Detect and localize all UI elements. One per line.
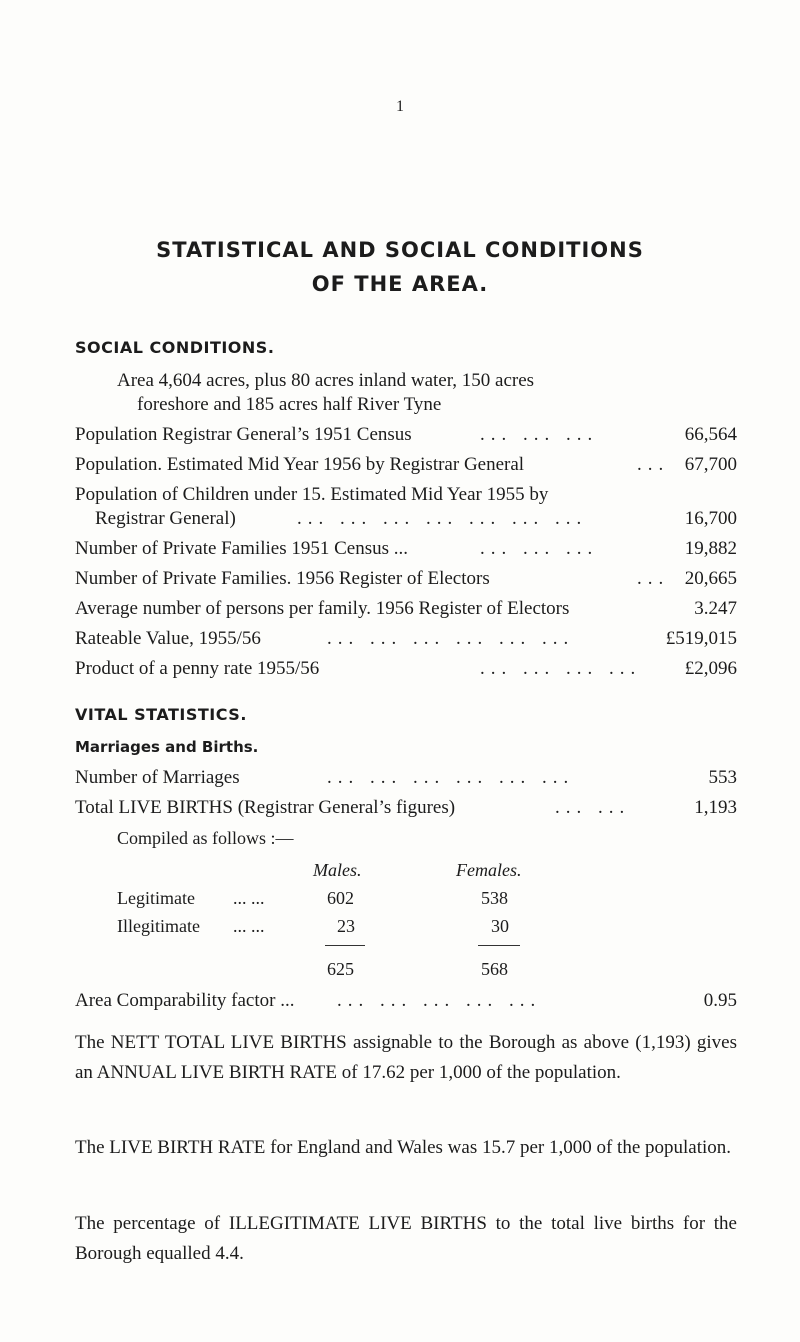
total-rule-males [325, 945, 365, 946]
stat-row [75, 568, 737, 592]
leader-dots: ... ... ... ... ... ... ... [297, 508, 588, 529]
stat-label: Registrar General) [95, 508, 236, 529]
page-number: 1 [396, 98, 404, 115]
stat-row [75, 454, 737, 478]
stat-label: Population of Children under 15. Estimated Mid Year 1955 by [75, 484, 549, 505]
leader-dots: ... [637, 568, 670, 589]
stat-row [75, 797, 737, 821]
stat-value: 67,700 [684, 454, 737, 475]
paragraph-nett-births: The NETT TOTAL LIVE BIRTHS assignable to the Borough as above (1,193) gives an ANNUAL LIVE BIRTH RATE of 17.62 per 1,000 of the population. [75, 1032, 737, 1083]
leader-dots: ... ... ... ... [480, 658, 642, 679]
leader-dots: ... ... ... ... ... ... [327, 628, 575, 649]
stat-row [95, 508, 737, 532]
table-row-label: Legitimate [117, 888, 195, 908]
stat-label: Number of Private Families. 1956 Register of Electors [75, 568, 490, 589]
stat-value: £519,015 [665, 628, 737, 649]
social-conditions-heading: SOCIAL CONDITIONS. [75, 338, 275, 357]
leader-dots: ... ... ... ... ... [337, 990, 542, 1011]
leader-dots: ... ... ... [480, 424, 599, 445]
paragraph-illegitimate: The percentage of ILLEGITIMATE LIVE BIRTHS to the total live births for the Borough equalled 4.4. [75, 1213, 737, 1264]
comparability-row [75, 990, 737, 1014]
stat-row [75, 628, 737, 652]
stat-label: Product of a penny rate 1955/56 [75, 658, 320, 679]
table-cell-females: 30 [491, 916, 509, 936]
col-header-males: Males. [313, 860, 362, 880]
stat-row [75, 658, 737, 682]
leader-dots: ... [637, 454, 670, 475]
stat-value: 16,700 [684, 508, 737, 529]
paragraph-birth-rate: The LIVE BIRTH RATE for England and Wales was 15.7 per 1,000 of the population. [75, 1137, 732, 1158]
table-cell-males: 602 [327, 888, 354, 908]
leader-dots: ... ... ... ... ... ... [327, 767, 575, 788]
stat-value: 19,882 [684, 538, 737, 559]
stat-label: Total LIVE BIRTHS (Registrar General’s figures) [75, 797, 456, 818]
comparability-label: Area Comparability factor ... [75, 990, 295, 1011]
marriages-births-heading: Marriages and Births. [75, 738, 259, 756]
stat-value: 1,193 [694, 797, 737, 818]
leader-dots: ... ... [555, 797, 631, 818]
page-title-line2: OF THE AREA. [311, 272, 489, 296]
col-header-females: Females. [456, 860, 522, 880]
comparability-value: 0.95 [703, 990, 737, 1011]
stat-value: £2,096 [684, 658, 737, 679]
leader-dots: ... ... [233, 916, 265, 936]
area-line-1: Area 4,604 acres, plus 80 acres inland water, 150 acres [117, 370, 535, 391]
stat-row [75, 767, 737, 791]
stat-value: 66,564 [684, 424, 737, 445]
vital-statistics-heading: VITAL STATISTICS. [75, 705, 247, 724]
total-rule-females [478, 945, 520, 946]
stat-label: Number of Private Families 1951 Census ... [75, 538, 408, 559]
table-cell-females: 538 [481, 888, 508, 908]
stat-value: 3.247 [694, 598, 737, 619]
area-line-2: foreshore and 185 acres half River Tyne [137, 394, 442, 415]
stat-label: Rateable Value, 1955/56 [75, 628, 261, 649]
stat-row [75, 424, 737, 448]
stat-label: Average number of persons per family. 1956 Register of Electors [75, 598, 570, 619]
compiled-label: Compiled as follows :— [117, 828, 294, 848]
total-females: 568 [481, 959, 508, 979]
stat-value: 20,665 [684, 568, 737, 589]
total-males: 625 [327, 959, 354, 979]
stat-label: Population. Estimated Mid Year 1956 by Registrar General [75, 454, 525, 475]
leader-dots: ... ... [233, 888, 265, 908]
stat-value: 553 [708, 767, 737, 788]
table-row-label: Illegitimate [117, 916, 200, 936]
leader-dots: ... ... ... [480, 538, 599, 559]
stat-row [75, 484, 737, 508]
stat-row [75, 538, 737, 562]
table-cell-males: 23 [337, 916, 355, 936]
page-title-line1: STATISTICAL AND SOCIAL CONDITIONS [156, 238, 644, 262]
stat-label: Population Registrar General’s 1951 Census [75, 424, 412, 445]
stat-label: Number of Marriages [75, 767, 240, 788]
stat-row [75, 598, 737, 622]
